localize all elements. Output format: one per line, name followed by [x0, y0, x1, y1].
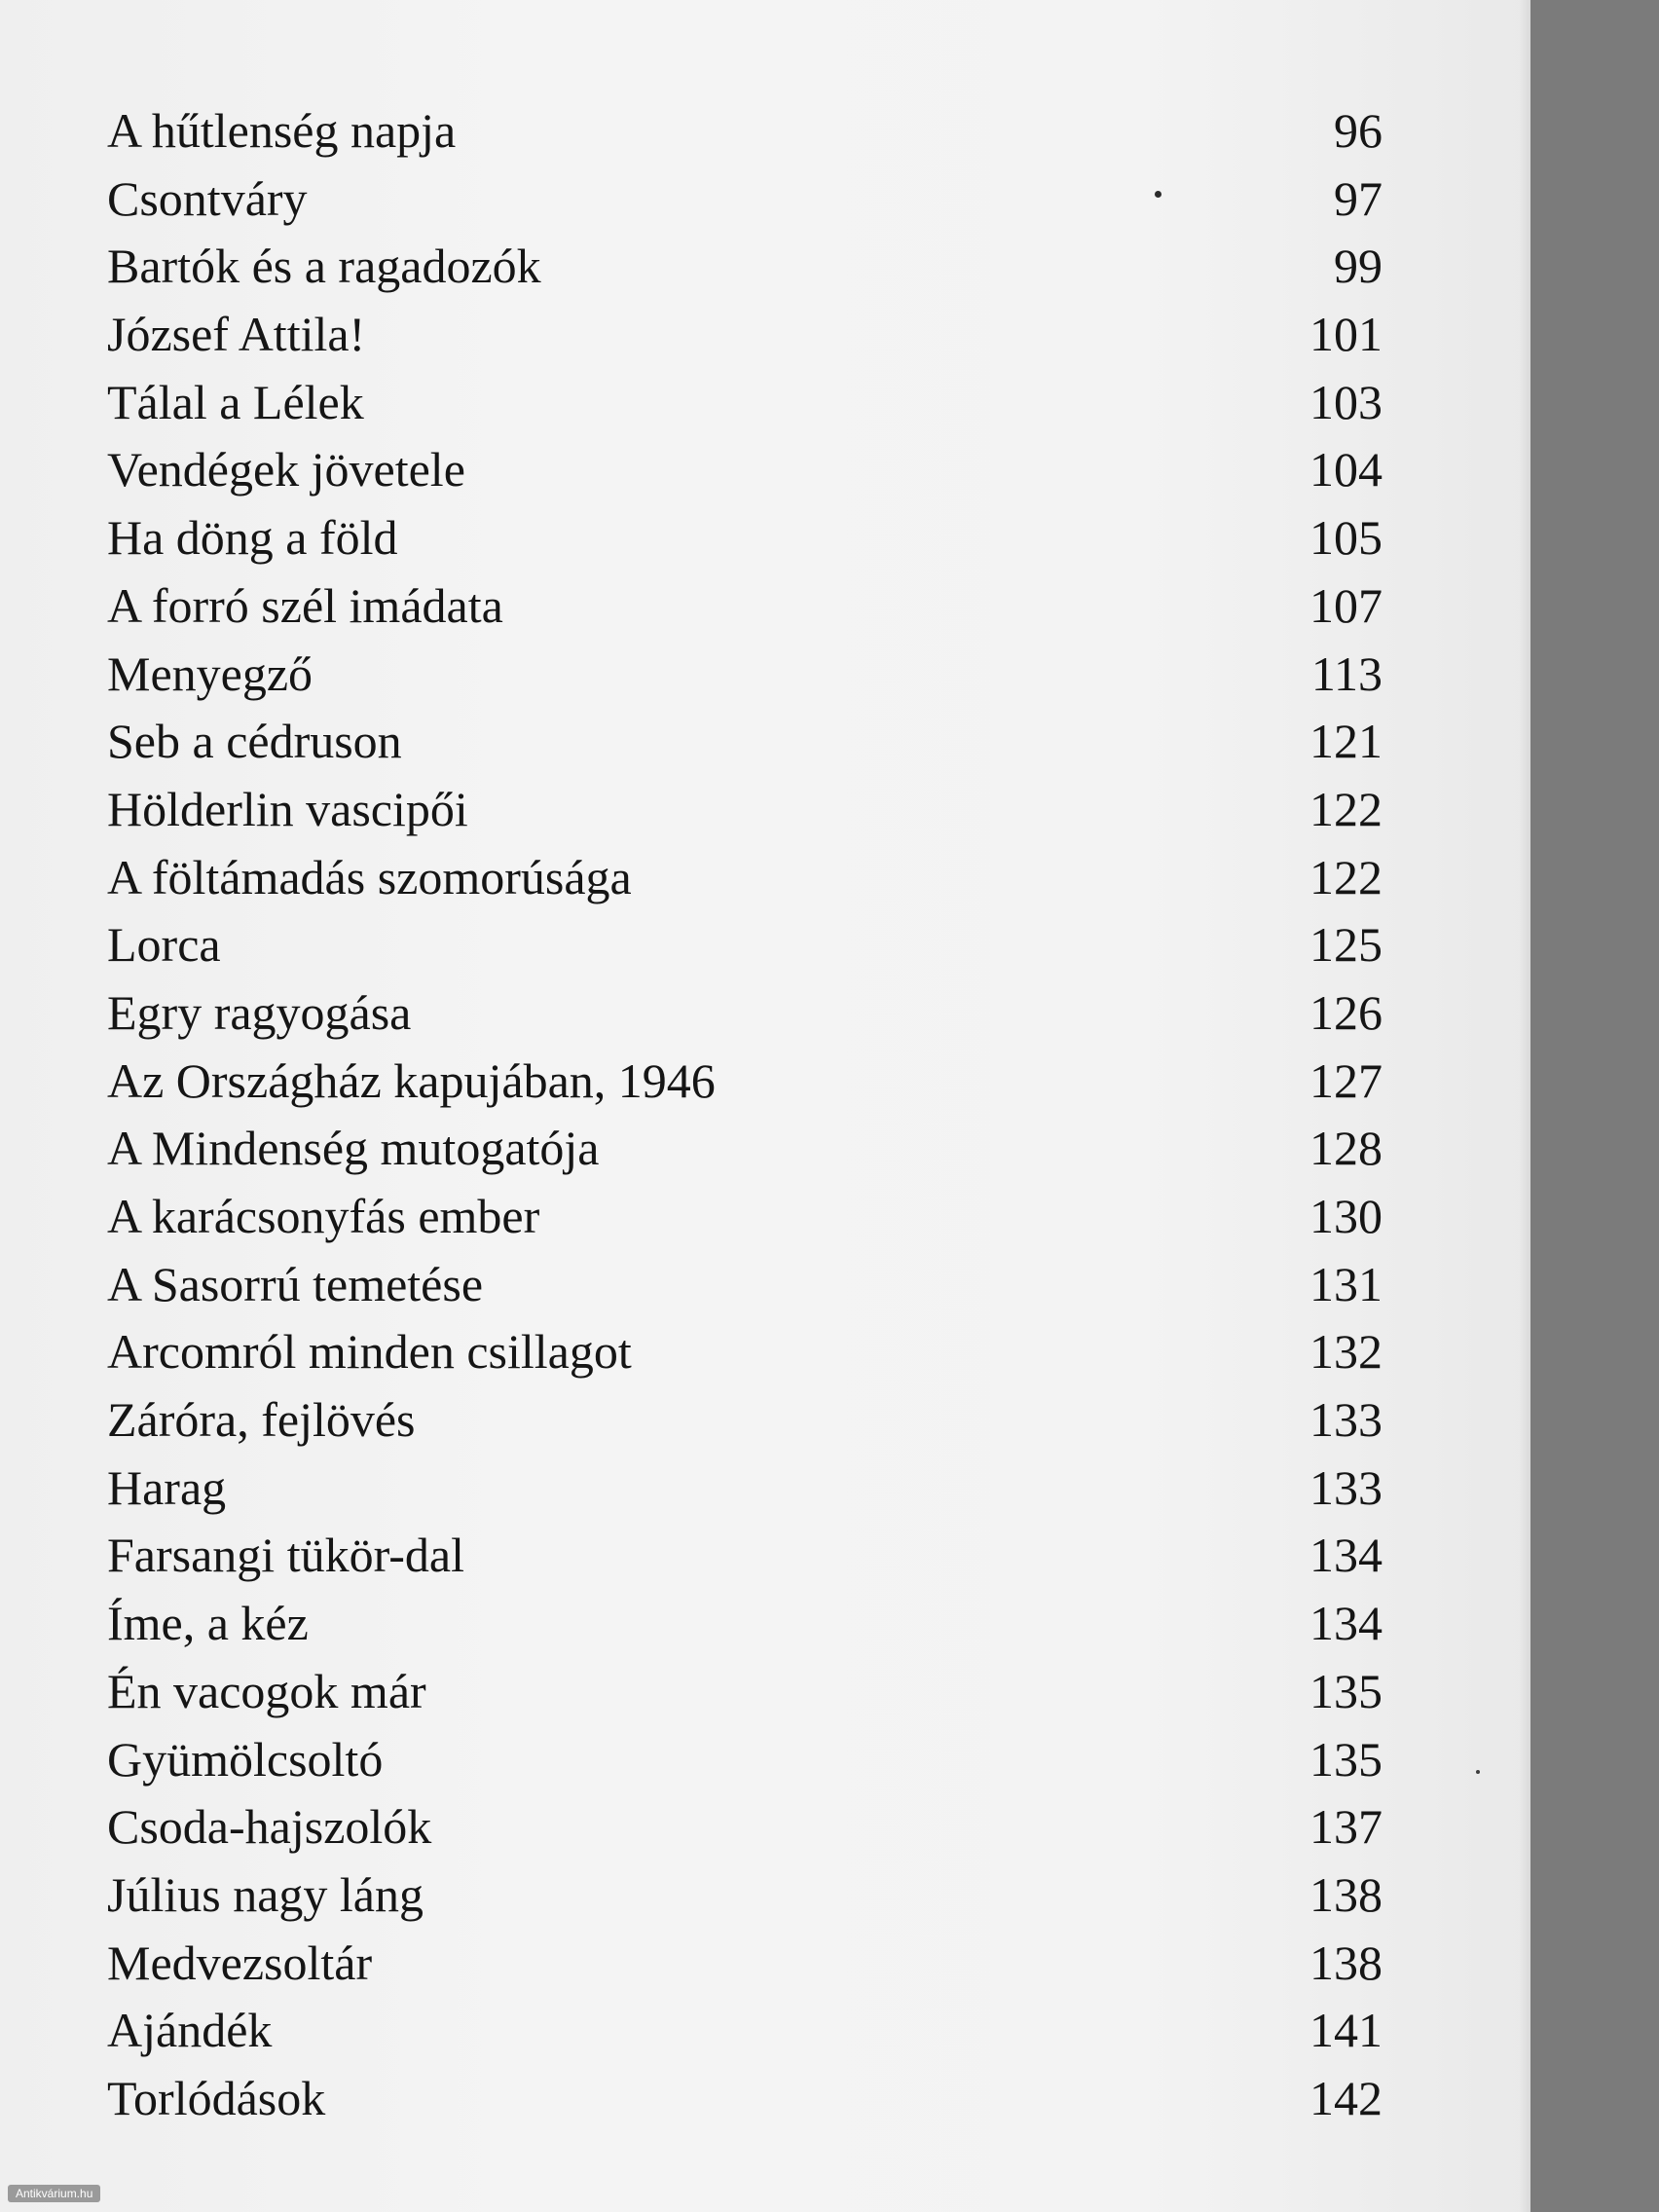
toc-entry-page: 125 — [1309, 917, 1382, 973]
toc-entry-page: 104 — [1309, 442, 1382, 498]
toc-entry-page: 134 — [1309, 1528, 1382, 1583]
toc-entry — [107, 1594, 1382, 1662]
toc-entry — [107, 1662, 1382, 1730]
toc-entry-title: Seb a cédruson — [107, 714, 402, 769]
toc-entry — [107, 780, 1382, 848]
toc-entry-page: 121 — [1309, 714, 1382, 769]
toc-entry-title: Medvezsoltár — [107, 1935, 373, 1990]
toc-entry-page: 138 — [1309, 1866, 1382, 1922]
toc-entry-page: 133 — [1309, 1459, 1382, 1515]
toc-entry — [107, 2001, 1382, 2069]
toc-entry — [107, 2069, 1382, 2137]
toc-entry-title: Ha döng a föld — [107, 510, 398, 566]
toc-entry — [107, 645, 1382, 713]
ink-dot — [1155, 191, 1161, 198]
toc-entry — [107, 1187, 1382, 1255]
toc-entry — [107, 576, 1382, 645]
toc-entry — [107, 101, 1382, 169]
toc-entry-page: 107 — [1309, 577, 1382, 633]
toc-entry — [107, 1051, 1382, 1120]
toc-entry-page: 131 — [1309, 1256, 1382, 1311]
toc-entry-title: A hűtlenség napja — [107, 103, 457, 158]
toc-entry-page: 101 — [1309, 307, 1382, 362]
toc-entry-title: Csoda-hajszolók — [107, 1799, 432, 1855]
table-of-contents — [107, 101, 1382, 2137]
toc-entry-title: Gyümölcsoltó — [107, 1731, 384, 1787]
toc-entry-page: 135 — [1309, 1731, 1382, 1787]
toc-entry — [107, 440, 1382, 508]
toc-entry — [107, 237, 1382, 305]
toc-entry-title: Én vacogok már — [107, 1663, 426, 1718]
toc-entry-title: Lorca — [107, 917, 221, 973]
toc-entry-title: Tálal a Lélek — [107, 374, 364, 429]
toc-entry-page: 122 — [1309, 781, 1382, 836]
toc-entry — [107, 915, 1382, 983]
toc-entry — [107, 1730, 1382, 1798]
toc-entry — [107, 305, 1382, 373]
toc-entry-page: 138 — [1309, 1935, 1382, 1990]
toc-entry-page: 128 — [1309, 1121, 1382, 1176]
toc-entry — [107, 169, 1382, 238]
toc-entry-page: 132 — [1309, 1324, 1382, 1380]
toc-entry-page: 137 — [1309, 1799, 1382, 1855]
toc-entry-page: 135 — [1309, 1663, 1382, 1718]
toc-entry-page: 97 — [1334, 170, 1382, 226]
toc-entry-page: 134 — [1309, 1596, 1382, 1651]
page-edge-shadow — [1519, 0, 1530, 2212]
toc-entry-title: Az Országház kapujában, 1946 — [107, 1052, 716, 1108]
toc-entry — [107, 1797, 1382, 1865]
toc-entry-page: 126 — [1309, 984, 1382, 1040]
toc-entry-title: Záróra, fejlövés — [107, 1392, 416, 1448]
toc-entry-title: A Mindenség mutogatója — [107, 1121, 600, 1176]
toc-entry-title: A forró szél imádata — [107, 577, 503, 633]
toc-entry-page: 127 — [1309, 1052, 1382, 1108]
toc-entry — [107, 1526, 1382, 1594]
toc-entry-title: A föltámadás szomorúsága — [107, 849, 632, 904]
toc-entry-page: 122 — [1309, 849, 1382, 904]
toc-entry — [107, 1255, 1382, 1323]
toc-entry-title: Farsangi tükör-dal — [107, 1528, 464, 1583]
toc-entry-title: Egry ragyogása — [107, 984, 412, 1040]
toc-entry-title: Arcomról minden csillagot — [107, 1324, 632, 1380]
toc-entry-title: Íme, a kéz — [107, 1596, 309, 1651]
toc-entry-page: 130 — [1309, 1189, 1382, 1243]
watermark-label: Antikvárium.hu — [8, 2185, 100, 2202]
toc-entry — [107, 712, 1382, 780]
toc-entry-title: Július nagy láng — [107, 1866, 424, 1922]
toc-entry — [107, 1865, 1382, 1934]
toc-entry — [107, 983, 1382, 1051]
toc-entry-page: 141 — [1309, 2003, 1382, 2058]
toc-entry-title: Csontváry — [107, 170, 308, 226]
toc-entry — [107, 508, 1382, 576]
toc-entry-page: 105 — [1309, 510, 1382, 566]
toc-entry — [107, 848, 1382, 916]
toc-entry-page: 113 — [1310, 645, 1382, 701]
toc-entry — [107, 373, 1382, 441]
toc-entry — [107, 1934, 1382, 2002]
toc-entry-title: Hölderlin vascipői — [107, 781, 468, 836]
toc-entry-title: Vendégek jövetele — [107, 442, 465, 498]
paper-speck — [1476, 1770, 1480, 1774]
toc-entry-page: 142 — [1309, 2070, 1382, 2125]
toc-entry-title: József Attila! — [107, 307, 366, 362]
toc-entry-title: Torlódások — [107, 2070, 326, 2125]
toc-entry-title: Bartók és a ragadozók — [107, 239, 541, 294]
toc-entry-title: Menyegző — [107, 645, 313, 701]
toc-entry — [107, 1119, 1382, 1187]
toc-entry-title: Harag — [107, 1459, 227, 1515]
toc-entry — [107, 1322, 1382, 1390]
toc-entry-title: Ajándék — [107, 2003, 273, 2058]
toc-entry-page: 99 — [1334, 239, 1382, 294]
toc-entry — [107, 1390, 1382, 1458]
toc-entry — [107, 1458, 1382, 1527]
toc-entry-page: 103 — [1309, 374, 1382, 429]
toc-entry-page: 96 — [1334, 103, 1382, 158]
toc-entry-title: A karácsonyfás ember — [107, 1189, 540, 1243]
toc-entry-page: 133 — [1309, 1392, 1382, 1448]
toc-entry-title: A Sasorrú temetése — [107, 1256, 484, 1311]
